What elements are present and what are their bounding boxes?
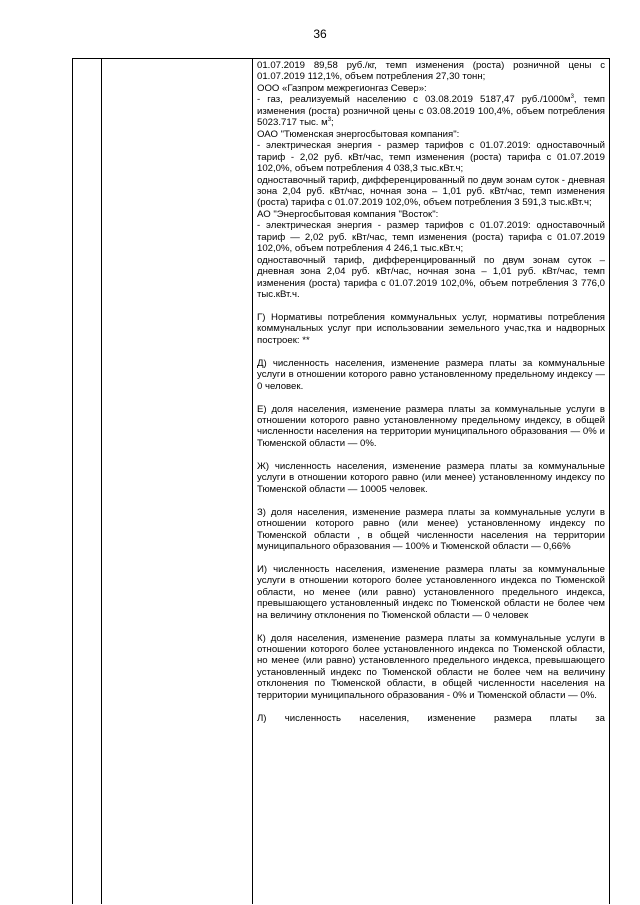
paragraph-l: Л) численность населения, изменение размера платы за (257, 712, 605, 724)
page-number: 36 (313, 27, 327, 41)
paragraph-k: К) доля населения, изменение размера платы за коммунальные услуги в отношении которого более установленного индекса по Тюменской области, но менее (или равно) установленного предельного индекса, превышающего установленный индекс по Тюменской области не более чем на величину отклонения по Тюменской области, в общей численности населения на территории муниципального образования - 0% и Тюменской области — 0%. (257, 632, 605, 701)
text-line: ОАО "Тюменская энергосбытовая компания": (257, 128, 460, 140)
paragraph-d: Д) численность населения, изменение размера платы за коммунальные услуги в отношении которого равно установленному предельному индексу — 0 человек. (257, 357, 605, 392)
text-line: 01.07.2019 89,58 руб./кг, темп изменения (роста) розничной цены с 01.07.2019 112,1%, объем потребления 27,30 тонн; (257, 60, 605, 83)
text-line: одноставочный тариф, дифференцированный по двум зонам суток – дневная зона 2,04 руб. кВт/час, ночная зона – 1,01 руб. кВт/час, темп изменения (роста) тарифа с 01.07.2019 102,0%, объем потребления 3 776,0 тыс.кВт.ч. (257, 254, 605, 301)
paragraph-g: Г) Нормативы потребления коммунальных услуг, нормативы потребления коммунальных услуг при использовании земельного учас,тка и надворных построек: ** (257, 311, 605, 346)
text-line: АО "Энергосбытовая компания "Восток": (257, 208, 439, 220)
paragraph-e: Е) доля населения, изменение размера платы за коммунальные услуги в отношении которого равно установленному предельному индексу, в общей численности населения на территории муниципального образования — 0% и Тюменской области — 0%. (257, 403, 605, 449)
text-line: одноставочный тариф, дифференцированный по двум зонам суток - дневная зона 2,04 руб. кВт/час, ночная зона – 1,01 руб. кВт/час, темп изменения (роста) тарифа с 01.07.2019 102,0%, объем потребления 3 591,3 тыс.кВт.ч; (257, 174, 605, 209)
text-line: - электрическая энергия - размер тарифов с 01.07.2019: одноставочный тариф - 2,02 руб. кВт/час, темп изменения (роста) тарифа с 01.07.2019 102,0%, объем потребления 4 038,3 тыс.кВт.ч; (257, 140, 605, 175)
text-line: ООО «Газпром межрегионгаз Север»: (257, 82, 427, 94)
paragraph-i: И) численность населения, изменение размера платы за коммунальные услуги в отношении которого более установленного индекса по Тюменской области, но менее (или равно) установленного предельного индекса, превышающего установленный индекс по Тюменской области не более чем на величину отклонения по Тюменской области — 0 человек (257, 563, 605, 621)
column-divider-2 (252, 58, 253, 904)
text-line: - электрическая энергия - размер тарифов с 01.07.2019: одноставочный тариф — 2,02 руб. кВт/час, темп изменения (роста) тарифа с 01.07.2019 102,0%, объем потребления 4 246,1 тыс.кВт.ч; (257, 220, 605, 255)
column-divider-1 (101, 58, 102, 904)
text-line: - газ, реализуемый населению с 03.08.2019 5187,47 $руб./1000м^3$, темп изменения (роста) розничной цены с 03.08.2019 100,4%, объем потребления 5023.717 тыс. $м^3$; (257, 94, 606, 129)
paragraph-z: З) доля населения, изменение размера платы за коммунальные услуги в отношении которого равно (или менее) установленному индексу по Тюменской области , в общей численности населения на территории муниципального образования — 100% и Тюменской области — 0,66% (257, 506, 605, 552)
paragraph-zh: Ж) численность населения, изменение размера платы за коммунальные услуги в отношении которого равно (или менее) установленному индексу по Тюменской области — 10005 человек. (257, 460, 605, 495)
tariff-cell-text (257, 60, 605, 724)
